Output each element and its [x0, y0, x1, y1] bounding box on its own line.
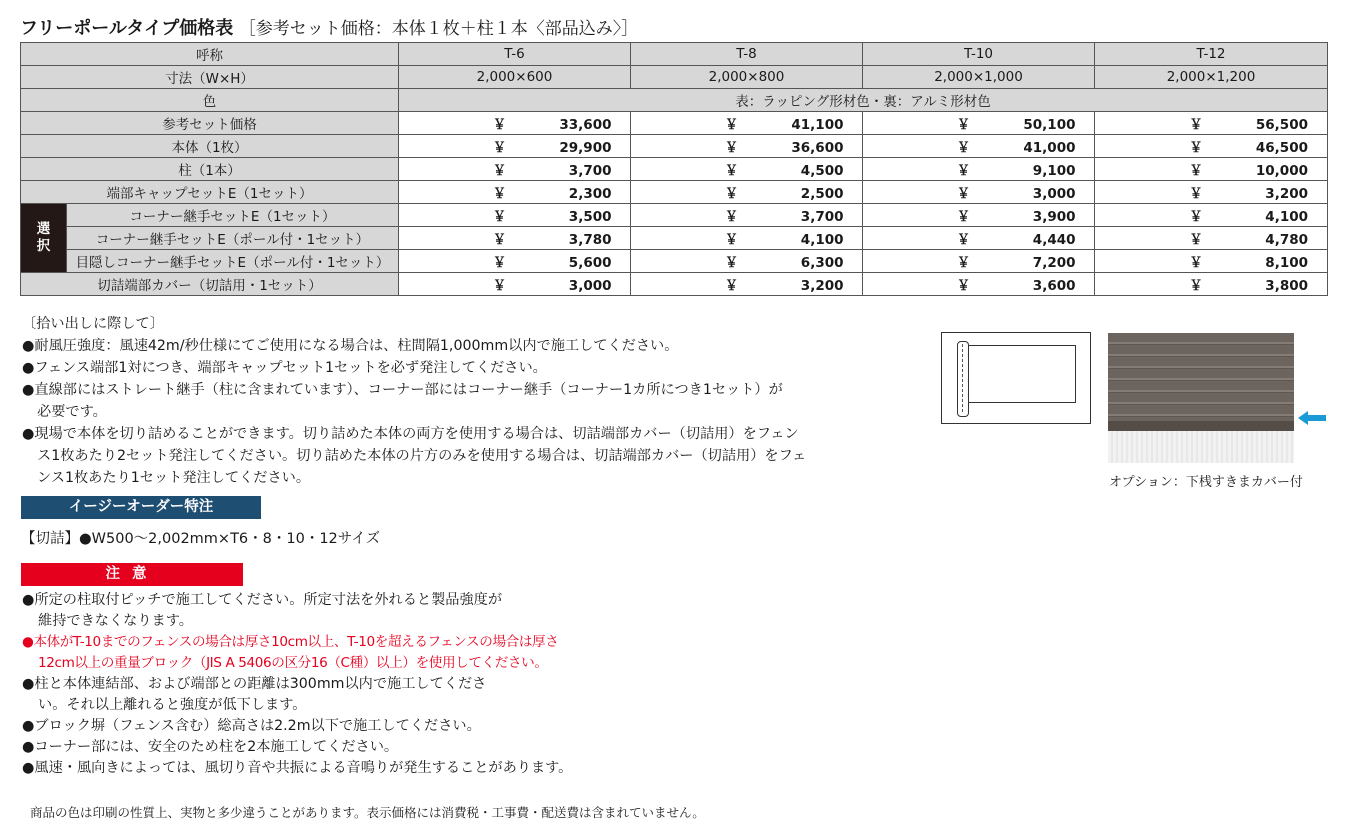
price-cell: [631, 112, 863, 135]
price-cell: [631, 158, 863, 181]
row-label: 本体（1枚）: [21, 135, 399, 158]
yen-sign: ￥: [956, 255, 971, 271]
yen-sign: ￥: [956, 232, 971, 248]
price-cell: [863, 135, 1095, 158]
price-value: 4,100: [800, 232, 844, 248]
yen-sign: ￥: [1189, 232, 1203, 248]
price-cell: [399, 273, 631, 296]
row-label: 柱（1本）: [21, 158, 399, 181]
table-row: [21, 158, 1328, 181]
yen-sign: ￥: [724, 278, 739, 294]
header-label: 呼称: [21, 43, 399, 66]
footer-note: 商品の色は印刷の性質上、実物と多少違うことがあります。表示価格には消費税・工事費・配送費は含まれていません。: [30, 805, 705, 820]
caution-item: [22, 758, 572, 779]
table-row: [21, 112, 1328, 135]
cut-text: ●W500～2,002mm×T6・8・10・12サイズ: [79, 531, 381, 547]
caution-item: [22, 590, 572, 632]
price-cell: [631, 227, 863, 250]
cut-spec: [21, 527, 380, 548]
row-label: コーナー継手セットE（ポール付・1セット）: [67, 227, 399, 250]
model-cell: T-12: [1095, 43, 1328, 66]
note-item: [22, 357, 806, 379]
note-line: ス1枚あたり2セット発注してください。切り詰めた本体の片方のみを使用する場合は、切詰端部カバー（切詰用）をフェ: [37, 448, 807, 464]
yen-sign: ￥: [724, 209, 739, 225]
yen-sign: ￥: [492, 117, 507, 133]
price-value: 50,100: [1023, 117, 1076, 133]
price-cell: [399, 181, 631, 204]
price-value: 3,700: [568, 163, 612, 179]
price-value: 4,100: [1265, 209, 1308, 225]
price-value: 41,000: [1023, 140, 1076, 156]
note-line: ●フェンス端部1対につき、端部キャップセット1セットを必ず発注してください。: [22, 360, 547, 376]
notes-section: [22, 313, 806, 489]
select-char-1: 選: [36, 221, 51, 238]
caution-line: ●柱と本体連結部、および端部との距離は300mm以内で施工してくださ: [22, 676, 487, 692]
yen-sign: ￥: [492, 209, 507, 225]
price-value: 3,200: [800, 278, 844, 294]
block-wall: [1108, 431, 1294, 463]
caution-bar: 注意: [21, 563, 243, 586]
price-cell: [1095, 227, 1328, 250]
note-item: [22, 379, 806, 423]
price-value: 4,500: [800, 163, 844, 179]
price-value: 3,600: [1032, 278, 1076, 294]
price-cell: [399, 112, 631, 135]
yen-sign: ￥: [956, 186, 971, 202]
yen-sign: ￥: [1189, 209, 1203, 225]
price-cell: [863, 250, 1095, 273]
size-cell: 2,000×600: [399, 66, 631, 89]
caution-line: 12cm以上の重量ブロック（JIS A 5406の区分16（C種）以上）を使用してください。: [38, 655, 548, 671]
note-line: ンス1枚あたり1セット発注してください。: [37, 470, 311, 486]
color-label: 色: [21, 89, 399, 112]
table-row: [21, 135, 1328, 158]
price-value: 6,300: [800, 255, 844, 271]
yen-sign: ￥: [724, 186, 739, 202]
row-label: 参考セット価格: [21, 112, 399, 135]
price-cell: [631, 273, 863, 296]
yen-sign: ￥: [1189, 117, 1203, 133]
yen-sign: ￥: [492, 186, 507, 202]
yen-sign: ￥: [956, 278, 971, 294]
price-cell: [399, 204, 631, 227]
price-value: 9,100: [1032, 163, 1076, 179]
price-cell: [863, 158, 1095, 181]
fence-post-outline: [957, 341, 969, 417]
size-cell: 2,000×800: [631, 66, 863, 89]
yen-sign: ￥: [492, 255, 507, 271]
price-value: 3,700: [800, 209, 844, 225]
yen-sign: ￥: [956, 140, 971, 156]
price-table: [20, 42, 1328, 296]
price-value: 3,500: [568, 209, 612, 225]
yen-sign: ￥: [492, 232, 507, 248]
price-value: 2,300: [568, 186, 612, 202]
row-label: コーナー継手セットE（1セット）: [67, 204, 399, 227]
size-cell: 2,000×1,200: [1095, 66, 1328, 89]
price-value: 7,200: [1032, 255, 1076, 271]
caution-line: ●所定の柱取付ピッチで施工してください。所定寸法を外れると製品強度が: [22, 592, 503, 608]
row-label: 端部キャップセットE（1セット）: [21, 181, 399, 204]
yen-sign: ￥: [956, 163, 971, 179]
model-cell: T-10: [863, 43, 1095, 66]
row-label: 切詰端部カバー（切詰用・1セット）: [21, 273, 399, 296]
price-value: 5,600: [568, 255, 612, 271]
color-value: 表：ラッピング形材色・裏：アルミ形材色: [399, 89, 1328, 112]
price-value: 4,440: [1032, 232, 1076, 248]
page-title: [20, 14, 638, 40]
caution-line: ●コーナー部には、安全のため柱を2本施工してください。: [22, 739, 399, 755]
yen-sign: ￥: [492, 140, 507, 156]
yen-sign: ￥: [1189, 255, 1203, 271]
title-sub: ［参考セット価格：本体１枚＋柱１本〈部品込み〉］: [238, 19, 639, 39]
size-cell: 2,000×1,000: [863, 66, 1095, 89]
model-cell: T-6: [399, 43, 631, 66]
price-cell: [863, 273, 1095, 296]
easy-order-bar: イージーオーダー特注: [21, 496, 261, 519]
caution-section: [22, 590, 572, 779]
yen-sign: ￥: [724, 140, 739, 156]
caution-item-important: [22, 632, 572, 674]
price-value: 3,200: [1265, 186, 1308, 202]
yen-sign: ￥: [724, 163, 739, 179]
yen-sign: ￥: [724, 117, 739, 133]
yen-sign: ￥: [1189, 163, 1203, 179]
caution-item: [22, 674, 572, 716]
note-item: [22, 335, 806, 357]
price-value: 46,500: [1255, 140, 1308, 156]
yen-sign: ￥: [956, 117, 971, 133]
table-row: [21, 273, 1328, 296]
yen-sign: ￥: [1189, 186, 1203, 202]
yen-sign: ￥: [724, 232, 739, 248]
row-label: 目隠しコーナー継手セットE（ポール付・1セット）: [67, 250, 399, 273]
arrow-left-icon: [1298, 411, 1326, 425]
price-value: 3,900: [1032, 209, 1076, 225]
price-cell: [1095, 273, 1328, 296]
price-value: 56,500: [1255, 117, 1308, 133]
size-label: 寸法（W×H）: [21, 66, 399, 89]
fence-diagram: [941, 332, 1091, 424]
price-cell: [399, 135, 631, 158]
caution-line: 維持できなくなります。: [38, 613, 193, 629]
price-cell: [399, 250, 631, 273]
yen-sign: ￥: [724, 255, 739, 271]
price-cell: [1095, 112, 1328, 135]
table-row: [21, 204, 1328, 227]
caution-line: い。それ以上離れると強度が低下します。: [38, 697, 307, 713]
price-cell: [863, 204, 1095, 227]
yen-sign: ￥: [1189, 140, 1203, 156]
notes-heading: 〔拾い出しに際して〕: [22, 316, 164, 332]
price-value: 3,780: [568, 232, 612, 248]
price-value: 2,500: [800, 186, 844, 202]
table-row-size: [21, 66, 1328, 89]
caution-line: ●ブロック塀（フェンス含む）総高さは2.2m以下で施工してください。: [22, 718, 481, 734]
option-photo: [1108, 333, 1294, 463]
note-line: ●現場で本体を切り詰めることができます。切り詰めた本体の両方を使用する場合は、切詰端部カバー（切詰用）をフェン: [22, 426, 799, 442]
note-line: ●直線部にはストレート継手（柱に含まれています）、コーナー部にはコーナー継手（コーナー1カ所につき1セット）が: [22, 382, 783, 398]
caution-item: [22, 716, 572, 737]
price-cell: [631, 250, 863, 273]
yen-sign: ￥: [492, 163, 507, 179]
table-row-color: [21, 89, 1328, 112]
yen-sign: ￥: [492, 278, 507, 294]
price-cell: [631, 204, 863, 227]
price-cell: [631, 135, 863, 158]
caution-item: [22, 737, 572, 758]
price-cell: [1095, 204, 1328, 227]
caution-line: ●本体がT-10までのフェンスの場合は厚さ10cm以上、T-10を超えるフェンスの場合は厚さ: [22, 634, 559, 650]
table-row: [21, 181, 1328, 204]
table-row: [21, 250, 1328, 273]
price-value: 36,600: [791, 140, 844, 156]
cut-label: 【切詰】: [21, 531, 79, 547]
price-cell: [399, 227, 631, 250]
title-main: フリーポールタイプ価格表: [20, 18, 234, 39]
price-value: 29,900: [559, 140, 612, 156]
note-item: [22, 423, 806, 489]
price-value: 3,000: [1032, 186, 1076, 202]
select-char-2: 択: [36, 238, 51, 254]
note-line: 必要です。: [37, 404, 107, 420]
price-cell: [1095, 250, 1328, 273]
price-value: 4,780: [1265, 232, 1308, 248]
price-cell: [399, 158, 631, 181]
price-value: 8,100: [1265, 255, 1308, 271]
model-cell: T-8: [631, 43, 863, 66]
gap-cover: [1108, 421, 1294, 431]
photo-caption: オプション：下桟すきまカバー付: [1109, 475, 1303, 490]
price-cell: [863, 227, 1095, 250]
price-cell: [631, 181, 863, 204]
price-value: 3,000: [568, 278, 612, 294]
note-line: ●耐風圧強度：風速42m/秒仕様にてご使用になる場合は、柱間隔1,000mm以内で施工してください。: [22, 338, 679, 354]
fence-panel-outline: [964, 345, 1076, 403]
table-row-model: [21, 43, 1328, 66]
price-value: 10,000: [1255, 163, 1308, 179]
yen-sign: ￥: [1189, 278, 1203, 294]
price-cell: [1095, 181, 1328, 204]
price-value: 33,600: [559, 117, 612, 133]
price-cell: [1095, 158, 1328, 181]
price-cell: [1095, 135, 1328, 158]
price-cell: [863, 112, 1095, 135]
select-label: [21, 204, 67, 273]
price-cell: [863, 181, 1095, 204]
price-value: 3,800: [1265, 278, 1308, 294]
yen-sign: ￥: [956, 209, 971, 225]
fence-slats: [1108, 333, 1294, 431]
table-row: [21, 227, 1328, 250]
price-value: 41,100: [791, 117, 844, 133]
caution-line: ●風速・風向きによっては、風切り音や共振による音鳴りが発生することがあります。: [22, 760, 573, 776]
